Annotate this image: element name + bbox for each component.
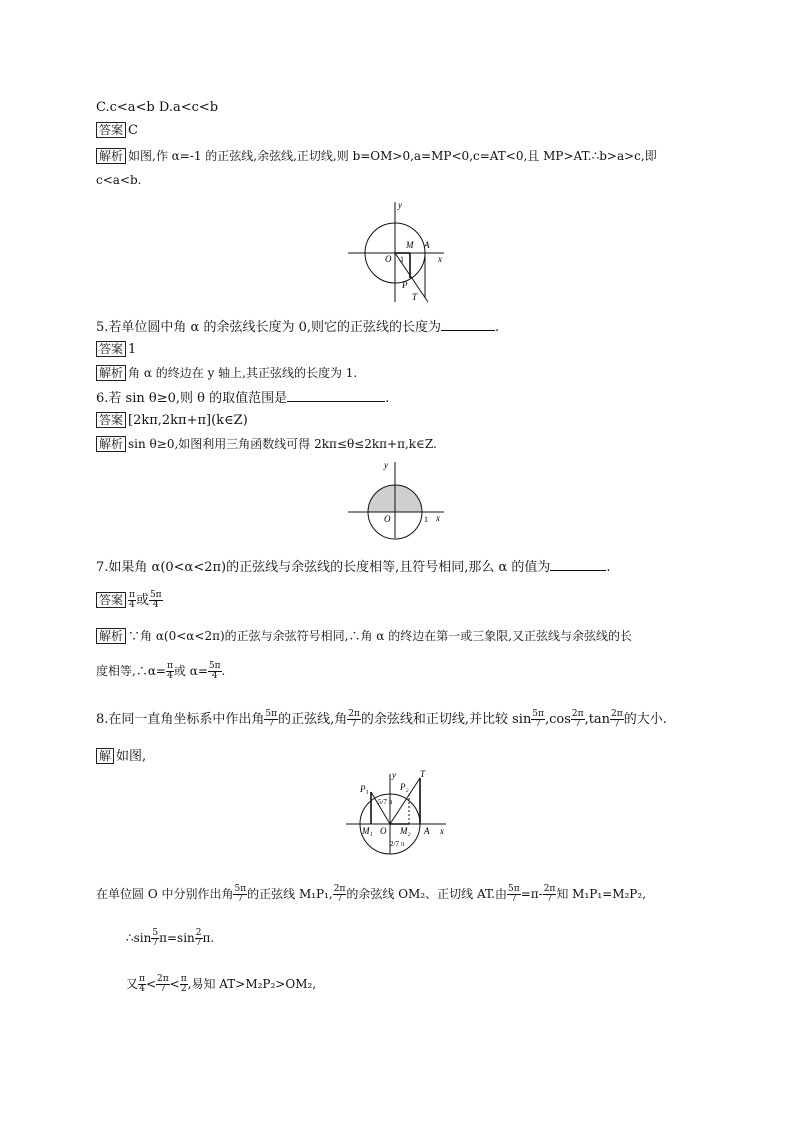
label-angle-5pi-7: 5/7 π [378, 798, 393, 806]
q7-analysis-line1 [96, 628, 632, 644]
frac-pi-4 [166, 662, 174, 681]
q7-answer [96, 590, 163, 612]
denominator: 4 [167, 671, 173, 681]
label-o: O [384, 514, 391, 524]
unit-circle-figure-1 [340, 198, 450, 308]
text: ,易知 AT>M₂P₂>OM₂, [187, 977, 317, 991]
answer-blank [441, 318, 495, 331]
answer-blank [550, 558, 606, 571]
label-o: O [380, 826, 387, 836]
answer-value: C [128, 123, 138, 138]
label-t: T [420, 769, 426, 779]
q8-question [96, 708, 667, 732]
numerator: 5 [152, 928, 159, 938]
denominator: 7 [546, 894, 553, 904]
text: π. [202, 931, 215, 945]
q5-question [96, 318, 499, 336]
frac-2pi-7 [347, 710, 361, 729]
text: ∴sin [126, 931, 152, 945]
denominator: 7 [574, 719, 581, 729]
label-y: y [384, 460, 388, 470]
frac-pi-4 [128, 591, 136, 610]
punct: . [385, 391, 390, 406]
q6-analysis [96, 436, 437, 452]
frac-5pi-7 [531, 710, 545, 729]
q5-analysis [96, 365, 357, 381]
frac-pi-4 [138, 975, 146, 994]
q8-answer [96, 748, 146, 765]
numerator: 5π [265, 709, 278, 719]
text: 的余弦线和正切线,并比较 sin [360, 712, 532, 727]
q4-options: C.c<a<b D.a<c<b [96, 100, 219, 115]
q7-question [96, 558, 611, 576]
label-a: A [424, 826, 430, 836]
answer-tag: 答案 [96, 412, 126, 428]
denominator: 7 [159, 984, 166, 994]
answer-value: [2kπ,2kπ+π](k∈Z) [128, 413, 248, 428]
text: 又 [126, 977, 139, 991]
denominator: 2 [180, 984, 187, 994]
text: ,cos [544, 712, 571, 727]
label-m2: M₂ [400, 826, 411, 836]
numerator: 2π [333, 884, 346, 894]
label-p2: P₂ [400, 782, 409, 792]
punct: . [494, 320, 500, 335]
analysis-tag: 解析 [96, 436, 126, 452]
question-text: 6.若 sin θ≥0,则 θ 的取值范围是 [96, 391, 288, 406]
question-text: 7.如果角 α(0<α<2π)的正弦线与余弦线的长度相等,且符号相同,那么 α 的值为 [96, 560, 551, 575]
frac-5pi-7 [233, 885, 247, 904]
frac-2pi-7 [156, 975, 170, 994]
text: 知 M₁P₁=M₂P₂, [556, 887, 647, 901]
text: =π- [520, 887, 543, 901]
analysis-text: 角 α 的终边在 y 轴上,其正弦线的长度为 1. [128, 366, 358, 380]
frac-pi-2 [180, 975, 188, 994]
label-y: y [398, 200, 402, 210]
frac-2-7 [195, 929, 203, 948]
frac-5pi-7 [507, 885, 521, 904]
frac-5pi-4 [149, 591, 163, 610]
numerator: 2π [543, 884, 556, 894]
text: 的正弦线,角 [278, 712, 348, 727]
answer-tag: 答案 [96, 592, 126, 608]
analysis-tag: 解析 [96, 365, 126, 381]
numerator: 5π [508, 884, 520, 894]
denominator: 4 [152, 600, 159, 610]
label-x: x [440, 826, 444, 836]
denominator: 7 [152, 938, 159, 948]
denominator: 7 [511, 894, 517, 904]
numerator: 2 [195, 928, 202, 938]
answer-value: 如图, [116, 749, 147, 764]
q4-analysis-line2: c<a<b. [96, 173, 142, 187]
q4-answer [96, 122, 138, 139]
answer-tag: 解 [96, 748, 114, 764]
denominator: 4 [211, 671, 218, 681]
ray-p1 [371, 792, 390, 824]
label-p1: P₁ [360, 784, 369, 794]
text: 8.在同一直角坐标系中作出角 [96, 712, 265, 727]
denominator: 4 [139, 984, 145, 994]
question-text: 5.若单位圆中角 α 的余弦线长度为 0,则它的正弦线的长度为 [96, 320, 441, 335]
numerator: π [129, 590, 135, 600]
q8-solution-line1 [96, 882, 646, 906]
text: 度相等,∴α= [96, 664, 166, 678]
frac-5pi-7 [264, 710, 278, 729]
numerator: 2π [571, 709, 584, 719]
denominator: 7 [268, 719, 275, 729]
punct: . [221, 664, 226, 678]
numerator: 5π [234, 884, 247, 894]
punct: . [606, 560, 611, 575]
label-t: T [412, 292, 418, 302]
label-a: A [424, 240, 430, 250]
frac-5-7 [151, 929, 159, 948]
analysis-tag: 解析 [96, 148, 126, 164]
q8-solution-line2 [126, 926, 214, 950]
text: 的大小. [623, 712, 667, 727]
label-y: y [392, 770, 396, 780]
label-one: 1 [424, 515, 428, 524]
text: 的余弦线 OM₂、正切线 AT.由 [346, 887, 508, 901]
q6-question [96, 389, 389, 407]
numerator: π [139, 974, 145, 984]
numerator: 2π [348, 709, 360, 719]
frac-2pi-7 [333, 885, 347, 904]
frac-2pi-7 [610, 710, 624, 729]
denominator: 7 [237, 894, 244, 904]
numerator: π [180, 974, 187, 984]
text: < [169, 977, 180, 991]
label-m1: M₁ [362, 826, 373, 836]
answer-tag: 答案 [96, 341, 126, 357]
text: < [145, 977, 156, 991]
label-x: x [438, 254, 442, 264]
q6-answer [96, 412, 248, 429]
denominator: 7 [195, 938, 202, 948]
answer-tag: 答案 [96, 122, 126, 138]
q8-solution-line3 [126, 972, 316, 996]
analysis-tag: 解析 [96, 628, 126, 644]
numerator: 5π [149, 590, 162, 600]
analysis-text: sin θ≥0,如图利用三角函数线可得 2kπ≤θ≤2kπ+π,k∈Z. [128, 437, 437, 451]
denominator: 7 [336, 894, 343, 904]
text: 或 α= [173, 664, 208, 678]
denominator: 7 [351, 719, 357, 729]
frac-5pi-4 [208, 662, 222, 681]
unit-circle-figure-2 [340, 458, 450, 540]
numerator: 5π [532, 709, 544, 719]
numerator: π [166, 661, 173, 671]
answer-value: 1 [128, 342, 137, 357]
analysis-text: 如图,作 α=-1 的正弦线,余弦线,正切线,则 b=OM>0,a=MP<0,c=AT<0,且 MP>AT.∴b>a>c,即 [128, 149, 657, 163]
numerator: 2π [157, 974, 169, 984]
q7-analysis-line2 [96, 660, 225, 682]
q5-answer [96, 341, 136, 358]
or-text: 或 [135, 593, 149, 608]
text: π=sin [159, 931, 195, 945]
text: ,tan [584, 712, 611, 727]
q4-analysis-line1 [96, 148, 657, 164]
unit-circle-figure-3 [340, 768, 452, 856]
label-o: O [385, 254, 392, 264]
text: 的正弦线 M₁P₁, [247, 887, 333, 901]
denominator: 7 [535, 719, 542, 729]
label-x: x [436, 513, 440, 523]
analysis-text: ∵角 α(0<α<2π)的正弦与余弦符号相同,∴角 α 的终边在第一或三象限,又正弦线与余弦线的长 [128, 629, 633, 643]
denominator: 7 [614, 719, 620, 729]
label-m: M [406, 240, 414, 250]
answer-blank [287, 389, 385, 402]
numerator: 5π [208, 661, 221, 671]
numerator: 2π [611, 709, 623, 719]
frac-2pi-7 [571, 710, 585, 729]
denominator: 4 [129, 600, 135, 610]
frac-2pi-7 [543, 885, 557, 904]
label-one: 1 [400, 255, 404, 264]
label-angle-2pi-7: 2/7 π [390, 840, 405, 848]
label-p: P [402, 280, 408, 290]
text: 在单位圆 O 中分别作出角 [96, 887, 234, 901]
